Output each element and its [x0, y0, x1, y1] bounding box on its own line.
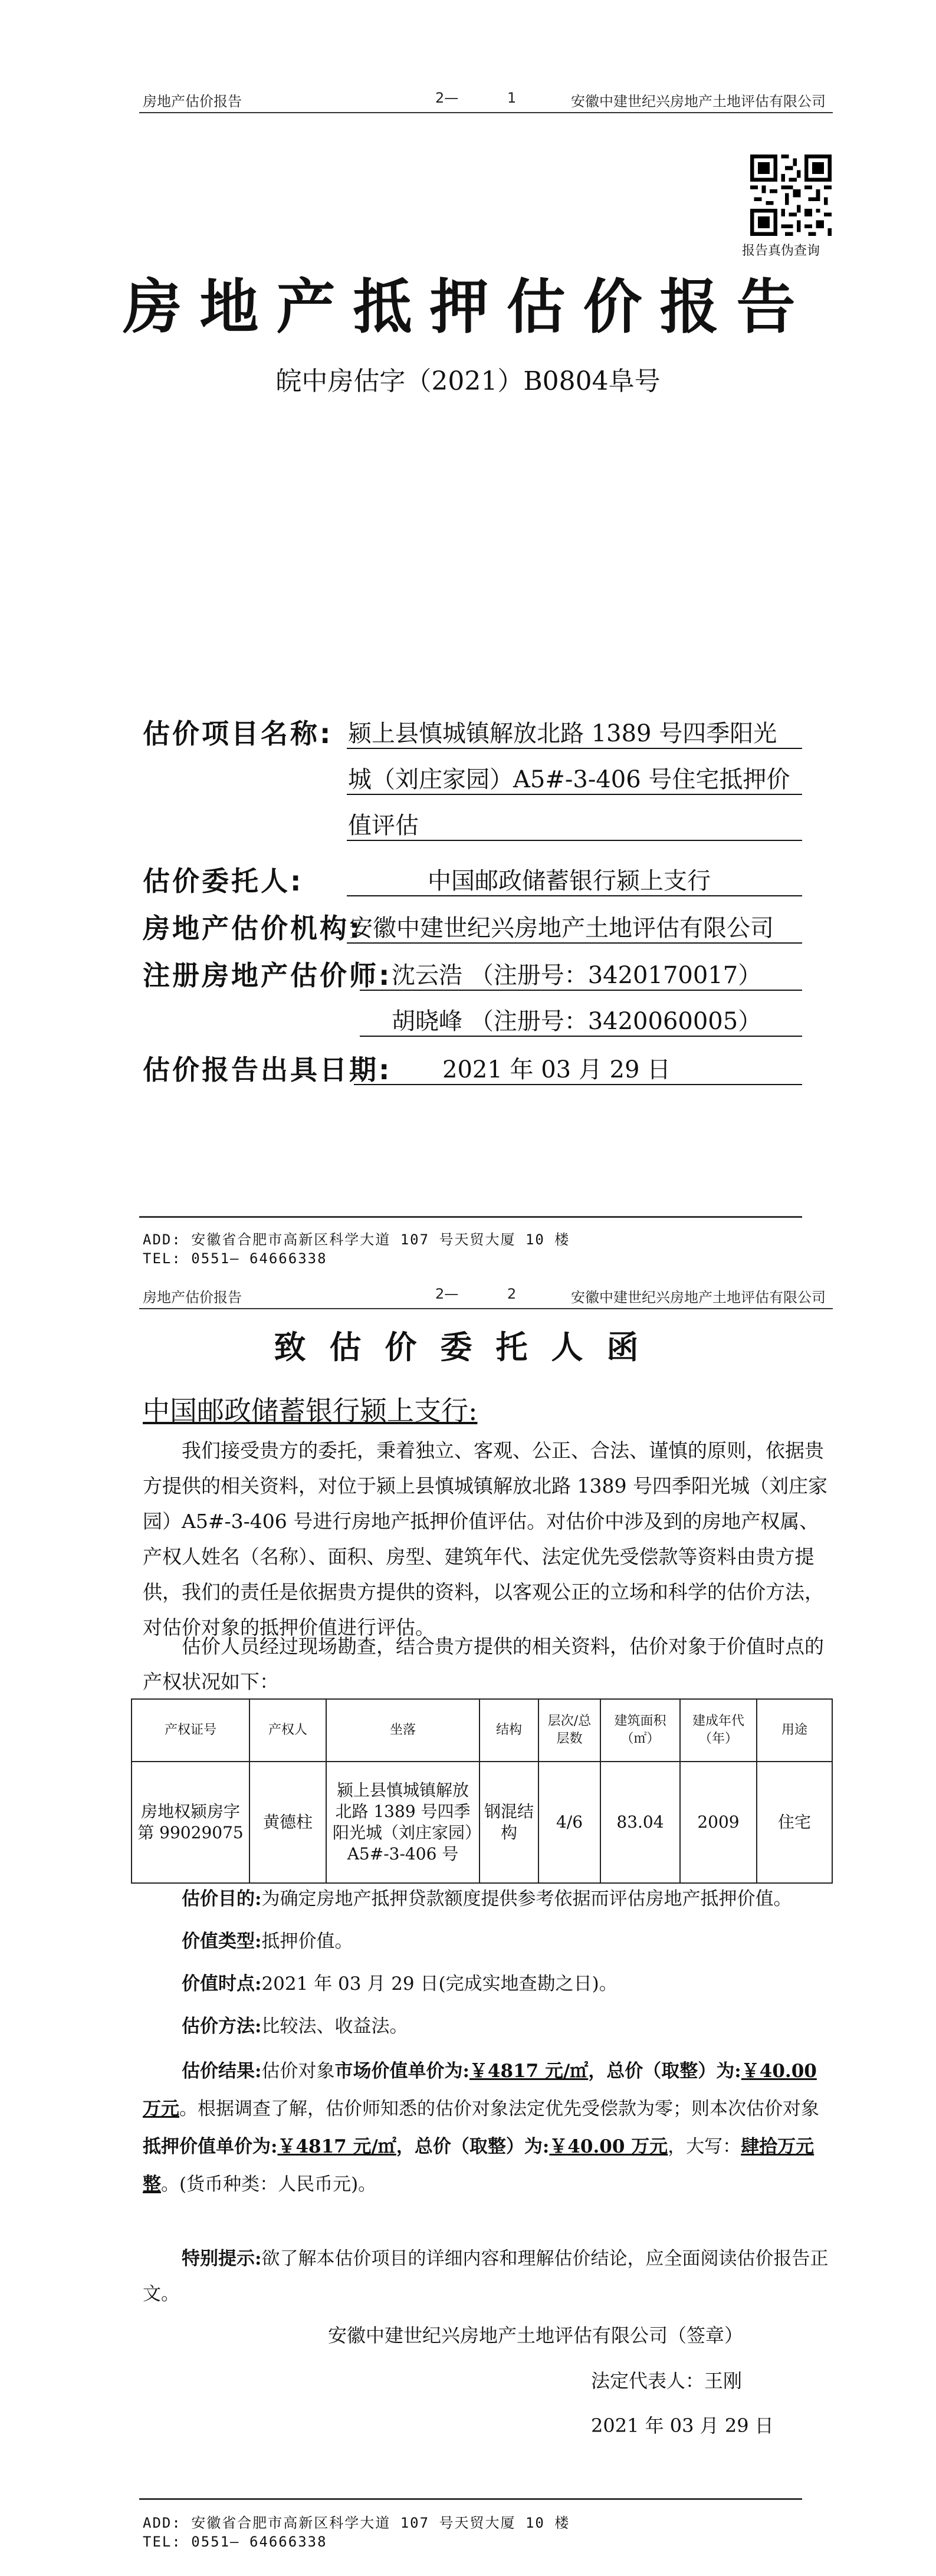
col-year: 建成年代（年） — [680, 1699, 757, 1762]
project-underline-2 — [347, 794, 802, 795]
page1-footer-address: ADD: 安徽省合肥市高新区科学大道 107 号天贸大厦 10 楼 — [143, 1231, 570, 1248]
value-time-label: 价值时点: — [182, 1973, 262, 1995]
cell-owner: 黄德柱 — [249, 1762, 326, 1883]
result-text-2: 。根据调查了解，估价师知悉的估价对象法定优先受偿款为零；则本次估价对象 — [179, 2098, 819, 2120]
appraiser-label: 注册房地产估价师: — [143, 960, 392, 991]
col-usage: 用途 — [757, 1699, 832, 1762]
market-total-label: ，总价（取整）为: — [588, 2061, 741, 2082]
purpose-text: 为确定房地产抵押贷款额度提供参考依据而评估房地产抵押价值。 — [261, 1888, 792, 1910]
page2-header-right: 安徽中建世纪兴房地产土地评估有限公司 — [571, 1289, 826, 1306]
report-title: 房地产抵押估价报告 — [123, 272, 813, 341]
value-type-line — [143, 1924, 830, 1959]
result-paragraph — [143, 2052, 830, 2203]
mortgage-unit-price: ￥4817 元/㎡ — [277, 2136, 396, 2157]
date-label: 估价报告出具日期: — [143, 1054, 392, 1086]
cell-year: 2009 — [680, 1762, 757, 1883]
date-underline — [354, 1084, 802, 1085]
col-owner: 产权人 — [249, 1699, 326, 1762]
mortgage-total-price: ￥40.00 万元 — [549, 2136, 668, 2157]
page1-header-page-a: 2— — [435, 90, 459, 106]
notice-label: 特别提示: — [182, 2248, 262, 2269]
table-row — [132, 1762, 832, 1883]
cell-area: 83.04 — [600, 1762, 680, 1883]
survey-paragraph: 估价人员经过现场勘查，结合贵方提供的相关资料，估价对象于价值时点的产权状况如下： — [143, 1635, 824, 1693]
purpose-line — [143, 1881, 830, 1917]
value-type-text: 抵押价值。 — [261, 1931, 353, 1952]
mortgage-unit-label: 抵押价值单价为: — [143, 2136, 278, 2157]
mortgage-total-label: ，总价（取整）为: — [396, 2136, 550, 2157]
result-label: 估价结果: — [182, 2061, 262, 2082]
result-text-1: 估价对象 — [261, 2061, 335, 2082]
project-underline-1 — [347, 748, 802, 749]
page1-header-right: 安徽中建世纪兴房地产土地评估有限公司 — [571, 93, 826, 110]
col-location: 坐落 — [326, 1699, 480, 1762]
page2-footer-tel: TEL: 0551— 64666338 — [143, 2534, 327, 2550]
notice-paragraph — [143, 2241, 830, 2312]
col-structure: 结构 — [480, 1699, 538, 1762]
project-line-1: 颍上县慎城镇解放北路 1389 号四季阳光 — [348, 720, 777, 747]
letter-title: 致估价委托人函 — [274, 1328, 662, 1366]
intro-paragraph: 我们接受贵方的委托，秉着独立、客观、公正、合法、谨慎的原则，依据贵方提供的相关资料，对位于颍上县慎城镇解放北路 1389 号四季阳光城（刘庄家园）A5#-3-406 号进行房地产抵押价值评估。对估价中涉及到的房地产权属、产权人姓名（名称）、面积、房型、建筑年代、法定优先受偿款等资料由贵方提供，我们的责任是依据贵方提供的资料，以客观公正的立场和科学的估价方法，对估价对象的抵押价值进行评估。 — [143, 1439, 827, 1639]
page1-footer-rule — [139, 1216, 802, 1218]
project-line-2: 城（刘庄家园）A5#-3-406 号住宅抵押价 — [348, 766, 790, 793]
salutation: 中国邮政储蓄银行颍上支行: — [143, 1395, 478, 1427]
date-value: 2021 年 03 月 29 日 — [442, 1056, 671, 1083]
agency-underline — [347, 942, 802, 944]
cell-floor: 4/6 — [538, 1762, 600, 1883]
value-time-text: 2021 年 03 月 29 日(完成实地查勘之日)。 — [261, 1973, 618, 1995]
client-underline — [347, 895, 802, 896]
appraiser-2-underline — [360, 1036, 802, 1037]
market-unit-price: ￥4817 元/㎡ — [469, 2061, 589, 2082]
page1-header-page-b: 1 — [507, 90, 517, 106]
appraiser-1-underline — [360, 990, 802, 991]
page1-footer-tel: TEL: 0551— 64666338 — [143, 1250, 327, 1267]
agency-value: 安徽中建世纪兴房地产土地评估有限公司 — [349, 915, 774, 942]
market-unit-label: 市场价值单价为: — [334, 2061, 469, 2082]
page2-header-rule — [139, 1308, 833, 1309]
purpose-label: 估价目的: — [182, 1888, 262, 1910]
method-label: 估价方法: — [182, 2016, 262, 2037]
market-total-price: ￥40.00 万元 — [143, 2061, 817, 2120]
method-text: 比较法、收益法。 — [261, 2016, 408, 2037]
appraiser-2: 胡晓峰 （注册号：3420060005） — [392, 1008, 762, 1035]
report-number: 皖中房估字（2021）B0804阜号 — [275, 366, 661, 396]
value-type-label: 价值类型: — [182, 1931, 262, 1952]
property-table — [131, 1698, 833, 1884]
company-signature: 安徽中建世纪兴房地产土地评估有限公司（签章） — [328, 2324, 744, 2347]
project-line-3: 值评估 — [348, 812, 419, 839]
page2-header-left: 房地产估价报告 — [143, 1289, 242, 1306]
col-floor: 层次/总层数 — [538, 1699, 600, 1762]
cell-usage: 住宅 — [757, 1762, 832, 1883]
page2-footer-address: ADD: 安徽省合肥市高新区科学大道 107 号天贸大厦 10 楼 — [143, 2515, 570, 2531]
signature-date: 2021 年 03 月 29 日 — [591, 2414, 774, 2437]
notice-text: 欲了解本估价项目的详细内容和理解估价结论，应全面阅读估价报告正文。 — [143, 2248, 829, 2305]
project-label: 估价项目名称: — [143, 718, 333, 750]
table-header-row — [132, 1699, 832, 1762]
col-cert-no: 产权证号 — [132, 1699, 249, 1762]
result-text-3: ，大写： — [668, 2136, 741, 2157]
page2-header-page-a: 2— — [435, 1286, 459, 1302]
agency-label: 房地产估价机构: — [143, 912, 363, 944]
cell-location: 颍上县慎城镇解放北路 1389 号四季阳光城（刘庄家园）A5#-3-406 号 — [326, 1762, 480, 1883]
cell-structure: 钢混结构 — [480, 1762, 538, 1883]
page2-footer-rule — [139, 2498, 802, 2500]
legal-representative: 法定代表人：王刚 — [591, 2370, 743, 2392]
client-value: 中国邮政储蓄银行颍上支行 — [428, 868, 711, 895]
page1-header-rule — [139, 112, 833, 113]
client-label: 估价委托人: — [143, 865, 304, 897]
cell-cert-no: 房地权颍房字第 99029075 — [132, 1762, 249, 1883]
appraiser-1: 沈云浩 （注册号：3420170017） — [392, 962, 762, 989]
qr-caption: 报告真伪查询 — [742, 244, 820, 258]
qr-code-icon[interactable] — [750, 155, 832, 236]
page1-header-left: 房地产估价报告 — [143, 93, 242, 110]
project-underline-3 — [347, 840, 802, 841]
value-time-line — [143, 1966, 830, 2002]
amount-in-words: 肆拾万元整 — [143, 2136, 815, 2195]
col-area: 建筑面积（㎡） — [600, 1699, 680, 1762]
page2-header-page-b: 2 — [507, 1286, 517, 1302]
method-line — [143, 2009, 830, 2044]
result-text-4: 。(货币种类：人民币元)。 — [161, 2174, 377, 2195]
